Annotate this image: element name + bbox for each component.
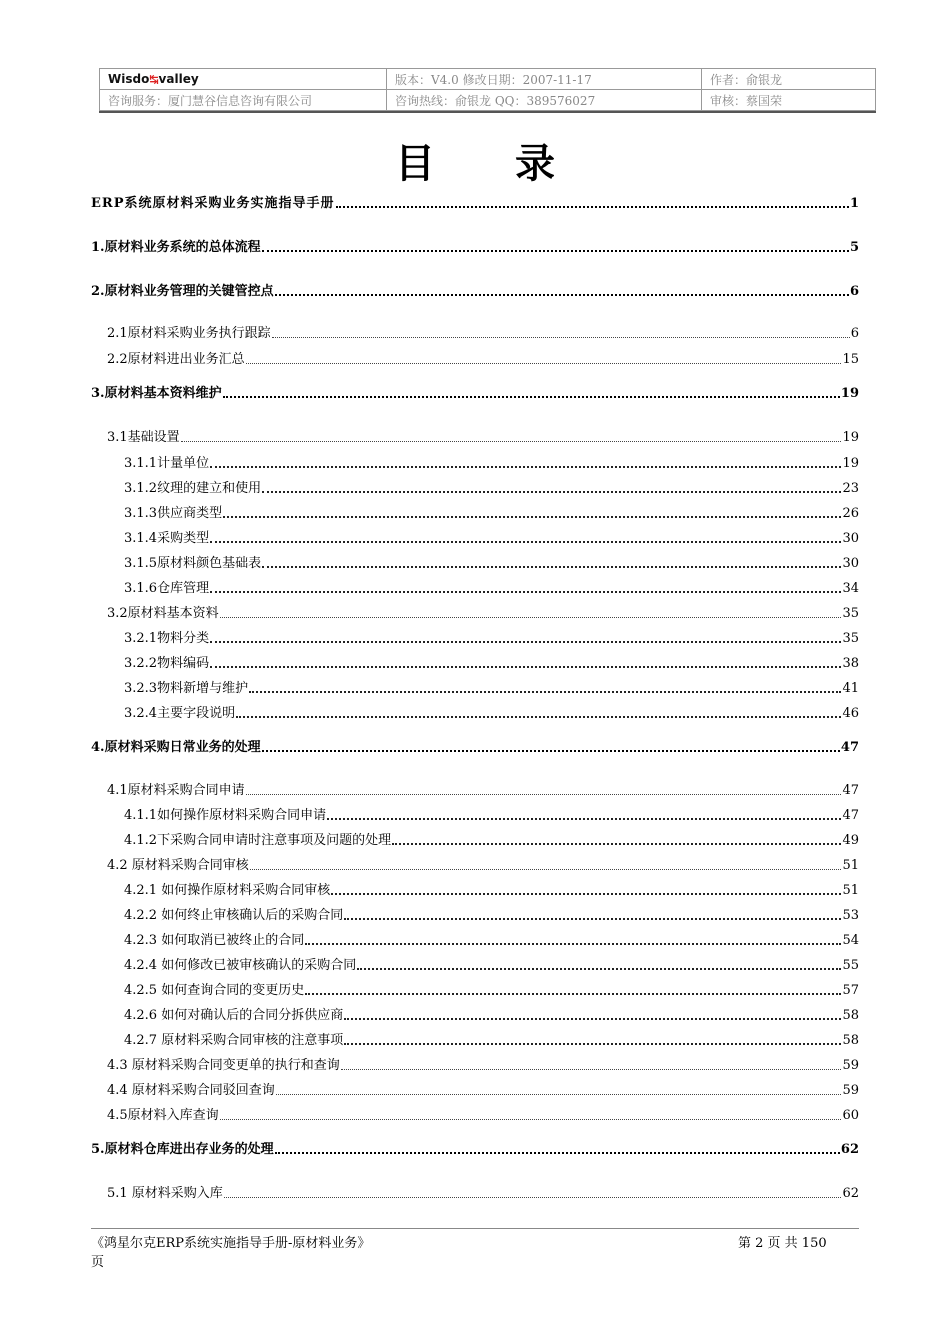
toc-leader-dots — [305, 992, 841, 995]
toc-entry-title: 3.1.4采购类型 — [124, 531, 210, 546]
toc-leader-dots — [223, 395, 840, 398]
toc-leader-dots — [262, 249, 849, 252]
toc-page-number: 41 — [842, 681, 859, 696]
toc-entry-title: 4.2.2 如何终止审核确认后的采购合同 — [124, 908, 344, 923]
toc-leader-dots — [392, 842, 841, 845]
toc-entry[interactable] — [124, 904, 859, 923]
toc-leader-dots — [275, 293, 849, 296]
toc-entry-title: 2.2原材料进出业务汇总 — [107, 352, 245, 367]
toc-leader-dots — [220, 616, 842, 618]
toc-page-number: 62 — [842, 1186, 859, 1201]
toc-leader-dots — [210, 640, 841, 643]
toc-page-number: 35 — [842, 631, 859, 646]
toc-page-number: 38 — [842, 656, 859, 671]
toc-page-number: 59 — [842, 1058, 859, 1073]
toc-entry[interactable] — [124, 477, 859, 496]
toc-page-number: 53 — [842, 908, 859, 923]
toc-page-number: 19 — [842, 456, 859, 471]
toc-entry-title: 4.2.4 如何修改已被审核确认的采购合同 — [124, 958, 357, 973]
toc-entry[interactable] — [124, 1004, 859, 1023]
toc-leader-dots — [181, 440, 842, 442]
toc-entry-title: 4.2.6 如何对确认后的合同分拆供应商 — [124, 1008, 344, 1023]
toc-page-number: 34 — [842, 581, 859, 596]
toc-entry[interactable] — [107, 1079, 859, 1098]
toc-entry[interactable] — [107, 602, 859, 621]
toc-entry[interactable] — [107, 1104, 859, 1123]
toc-leader-dots — [236, 715, 841, 718]
toc-leader-dots — [331, 892, 841, 895]
toc-leader-dots — [224, 1196, 842, 1198]
toc-leader-dots — [305, 942, 841, 945]
toc-leader-dots — [344, 917, 841, 920]
toc-leader-dots — [344, 1042, 841, 1045]
toc-entry-title: 3.1.5原材料颜色基础表 — [124, 556, 262, 571]
hotline-cell: 咨询热线：俞银龙 QQ：389576027 — [387, 90, 702, 111]
toc-page-number: 30 — [842, 556, 859, 571]
toc-entry-title: 4.2.1 如何操作原材料采购合同审核 — [124, 883, 331, 898]
toc-page-number: 6 — [850, 326, 859, 341]
toc-page-number: 15 — [842, 352, 859, 367]
toc-page-number: 30 — [842, 531, 859, 546]
toc-page-number: 60 — [842, 1108, 859, 1123]
toc-leader-dots — [276, 1093, 842, 1095]
toc-entry[interactable] — [124, 954, 859, 973]
toc-entry-title: 4.5原材料入库查询 — [107, 1108, 219, 1123]
toc-entry[interactable] — [91, 382, 859, 401]
toc-entry[interactable] — [91, 1138, 859, 1157]
footer-title: 《鸿星尔克ERP系统实施指导手册-原材料业务》 — [91, 1236, 371, 1251]
toc-entry-title: 5.原材料仓库进出存业务的处理 — [91, 1142, 274, 1157]
toc-entry[interactable] — [124, 502, 859, 521]
footer-rule — [91, 1228, 859, 1229]
toc-leader-dots — [220, 1118, 842, 1120]
toc-entry[interactable] — [91, 280, 859, 299]
toc-leader-dots — [210, 665, 841, 668]
toc-entry[interactable] — [91, 736, 859, 755]
page-title — [0, 132, 950, 189]
footer-page-suffix: 页 — [91, 1255, 105, 1270]
footer-page-number: 第 2 页 共 150 — [738, 1236, 827, 1251]
header-table — [99, 68, 876, 111]
toc-page-number: 51 — [842, 883, 859, 898]
toc-page-number: 54 — [842, 933, 859, 948]
toc-leader-dots — [262, 565, 841, 568]
version-cell: 版本：V4.0 修改日期：2007-11-17 — [387, 69, 702, 90]
toc-page-number: 49 — [842, 833, 859, 848]
toc-entry-title: 4.2.3 如何取消已被终止的合同 — [124, 933, 305, 948]
toc-page-number: 55 — [842, 958, 859, 973]
toc-entry[interactable] — [124, 652, 859, 671]
toc-entry[interactable] — [124, 627, 859, 646]
toc-entry[interactable] — [107, 348, 859, 367]
logo-cell — [100, 69, 387, 90]
toc-page-number: 1 — [849, 196, 859, 211]
toc-page-number: 19 — [842, 430, 859, 445]
toc-entry[interactable] — [124, 829, 859, 848]
toc-entry-title: 2.1原材料采购业务执行跟踪 — [107, 326, 271, 341]
toc-entry-title: 4.4 原材料采购合同驳回查询 — [107, 1083, 275, 1098]
toc-leader-dots — [327, 817, 841, 820]
toc-leader-dots — [250, 868, 842, 870]
toc-entry[interactable] — [107, 1054, 859, 1073]
toc-entry[interactable] — [91, 236, 859, 255]
toc-entry-title: 4.1.2下采购合同申请时注意事项及问题的处理 — [124, 833, 392, 848]
toc-leader-dots — [246, 793, 842, 795]
toc-page-number: 6 — [849, 284, 859, 299]
toc-entry[interactable] — [124, 702, 859, 721]
toc-page-number: 23 — [842, 481, 859, 496]
toc-entry-title: 4.原材料采购日常业务的处理 — [91, 740, 261, 755]
toc-entry-title: 4.1.1如何操作原材料采购合同申请 — [124, 808, 327, 823]
toc-entry-title: ERP系统原材料采购业务实施指导手册 — [91, 196, 335, 211]
toc-leader-dots — [223, 515, 841, 518]
toc-page-number: 47 — [842, 783, 859, 798]
toc-entry-title: 2.原材料业务管理的关键管控点 — [91, 284, 274, 299]
toc-leader-dots — [344, 1017, 841, 1020]
toc-page-number: 19 — [840, 386, 859, 401]
toc-entry-title: 3.原材料基本资料维护 — [91, 386, 222, 401]
toc-page-number: 26 — [842, 506, 859, 521]
toc-leader-dots — [272, 336, 850, 338]
toc-page-number: 51 — [842, 858, 859, 873]
toc-leader-dots — [210, 465, 841, 468]
toc-page-number: 46 — [842, 706, 859, 721]
toc-entry[interactable] — [124, 979, 859, 998]
toc-leader-dots — [336, 205, 849, 208]
toc-entry[interactable] — [124, 552, 859, 571]
toc-entry[interactable] — [107, 426, 859, 445]
toc-entry-title: 4.1原材料采购合同申请 — [107, 783, 245, 798]
toc-entry[interactable] — [124, 452, 859, 471]
wisdom-valley-logo: Wisdo↹valley — [108, 72, 199, 86]
toc-page-number: 58 — [842, 1008, 859, 1023]
toc-entry-title: 4.3 原材料采购合同变更单的执行和查询 — [107, 1058, 340, 1073]
toc-entry[interactable] — [124, 527, 859, 546]
toc-entry[interactable] — [124, 929, 859, 948]
header-rule — [99, 111, 876, 113]
toc-page-number: 62 — [840, 1142, 859, 1157]
title-char-1: 目 — [395, 141, 435, 187]
toc-leader-dots — [275, 1151, 840, 1154]
toc-entry-title: 3.2.2物料编码 — [124, 656, 210, 671]
toc-entry-title: 3.2.1物料分类 — [124, 631, 210, 646]
toc-page-number: 47 — [840, 740, 859, 755]
toc-page-number: 59 — [842, 1083, 859, 1098]
toc-entry-title: 5.1 原材料采购入库 — [107, 1186, 223, 1201]
toc-entry-title: 4.2.5 如何查询合同的变更历史 — [124, 983, 305, 998]
toc-entry[interactable] — [124, 677, 859, 696]
toc-entry-title: 3.2原材料基本资料 — [107, 606, 219, 621]
toc-entry-title: 3.1.1计量单位 — [124, 456, 210, 471]
toc-leader-dots — [262, 749, 840, 752]
toc-entry-title: 3.1基础设置 — [107, 430, 180, 445]
toc-entry[interactable] — [107, 779, 859, 798]
toc-leader-dots — [357, 967, 841, 970]
toc-page-number: 58 — [842, 1033, 859, 1048]
reviewer-cell: 审核：蔡国荣 — [702, 90, 876, 111]
toc-leader-dots — [249, 690, 841, 693]
toc-page-number: 5 — [849, 240, 859, 255]
toc-leader-dots — [210, 540, 841, 543]
toc-entry[interactable] — [124, 804, 859, 823]
toc-leader-dots — [262, 490, 841, 493]
title-char-2: 录 — [515, 141, 555, 187]
service-cell: 咨询服务：厦门慧谷信息咨询有限公司 — [100, 90, 387, 111]
toc-entry-title: 3.1.2纹理的建立和使用 — [124, 481, 262, 496]
toc-page-number: 57 — [842, 983, 859, 998]
toc-entry[interactable] — [124, 1029, 859, 1048]
toc-entry[interactable] — [91, 192, 859, 211]
toc-entry[interactable] — [107, 854, 859, 873]
toc-leader-dots — [210, 590, 841, 593]
toc-entry-title: 3.2.3物料新增与维护 — [124, 681, 249, 696]
toc-page-number: 35 — [842, 606, 859, 621]
toc-entry-title: 3.1.6仓库管理 — [124, 581, 210, 596]
toc-entry-title: 3.1.3供应商类型 — [124, 506, 223, 521]
toc-entry[interactable] — [124, 879, 859, 898]
toc-leader-dots — [246, 362, 842, 364]
author-cell: 作者：俞银龙 — [702, 69, 876, 90]
toc-entry-title: 4.2 原材料采购合同审核 — [107, 858, 249, 873]
toc-entry[interactable] — [124, 577, 859, 596]
toc-entry[interactable] — [107, 322, 859, 341]
toc-entry-title: 1.原材料业务系统的总体流程 — [91, 240, 261, 255]
toc-leader-dots — [341, 1068, 842, 1070]
toc-entry-title: 3.2.4主要字段说明 — [124, 706, 236, 721]
toc-entry-title: 4.2.7 原材料采购合同审核的注意事项 — [124, 1033, 344, 1048]
toc-page-number: 47 — [842, 808, 859, 823]
toc-entry[interactable] — [107, 1182, 859, 1201]
